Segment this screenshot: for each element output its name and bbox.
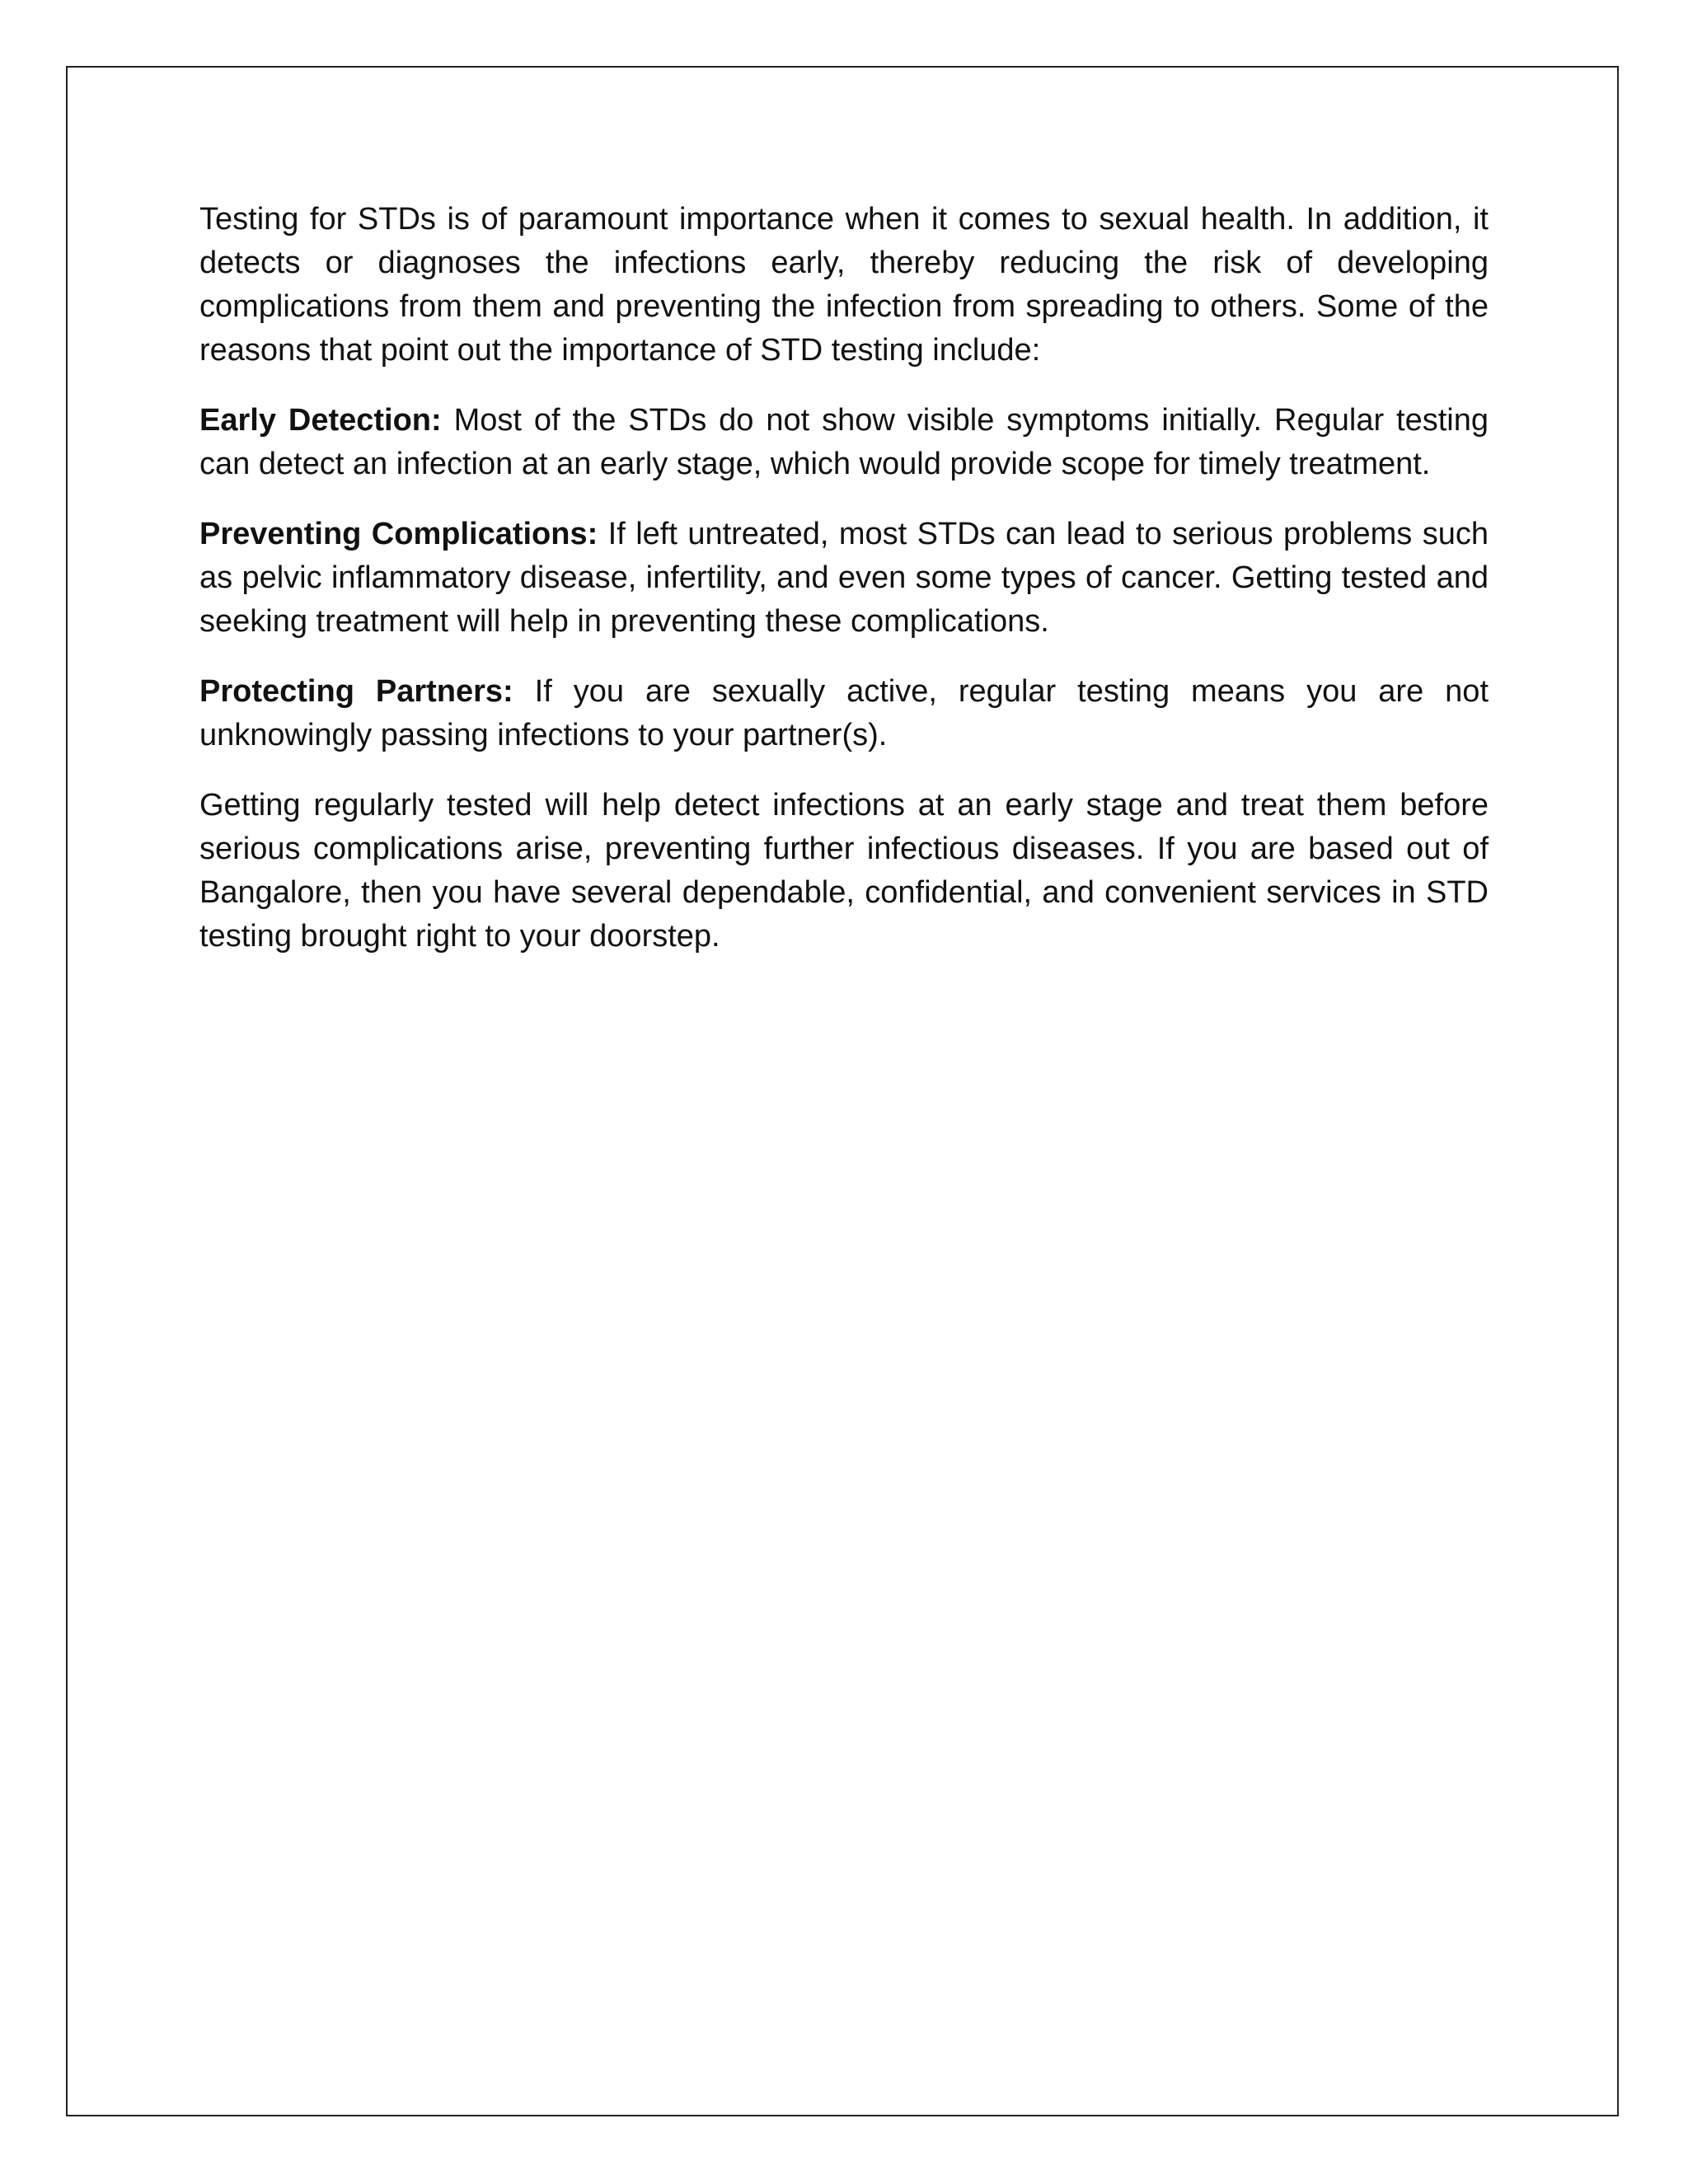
protecting-partners-heading: Protecting Partners:	[199, 674, 513, 709]
early-detection-heading: Early Detection:	[199, 403, 442, 438]
preventing-complications-heading: Preventing Complications:	[199, 517, 598, 551]
protecting-partners-paragraph	[199, 670, 1489, 757]
preventing-complications-text: If left untreated, most STDs can lead to serious problems such as pelvic inflammatory disease, infertility, and even some types of cancer. Getting tested and seeking treatment will help in preventing these complications.	[199, 517, 1489, 639]
protecting-partners-text: If you are sexually active, regular testing means you are not unknowingly passing infections to your partner(s).	[199, 674, 1489, 752]
conclusion-paragraph: Getting regularly tested will help detect infections at an early stage and treat them before serious complications arise, preventing further infectious diseases. If you are based out of Bangalore, then you have several dependable, confidential, and convenient services in STD testing brought right to your doorstep.	[199, 788, 1489, 954]
preventing-complications-paragraph	[199, 513, 1489, 644]
intro-paragraph: Testing for STDs is of paramount importance when it comes to sexual health. In addition, it detects or diagnoses the infections early, thereby reducing the risk of developing complications from them and preventing the infection from spreading to others. Some of the reasons that point out the importance of STD testing include:	[199, 202, 1489, 368]
early-detection-text: Most of the STDs do not show visible symptoms initially. Regular testing can detect an infection at an early stage, which would provide scope for timely treatment.	[199, 403, 1489, 481]
early-detection-paragraph	[199, 399, 1489, 486]
document-body	[199, 198, 1489, 985]
